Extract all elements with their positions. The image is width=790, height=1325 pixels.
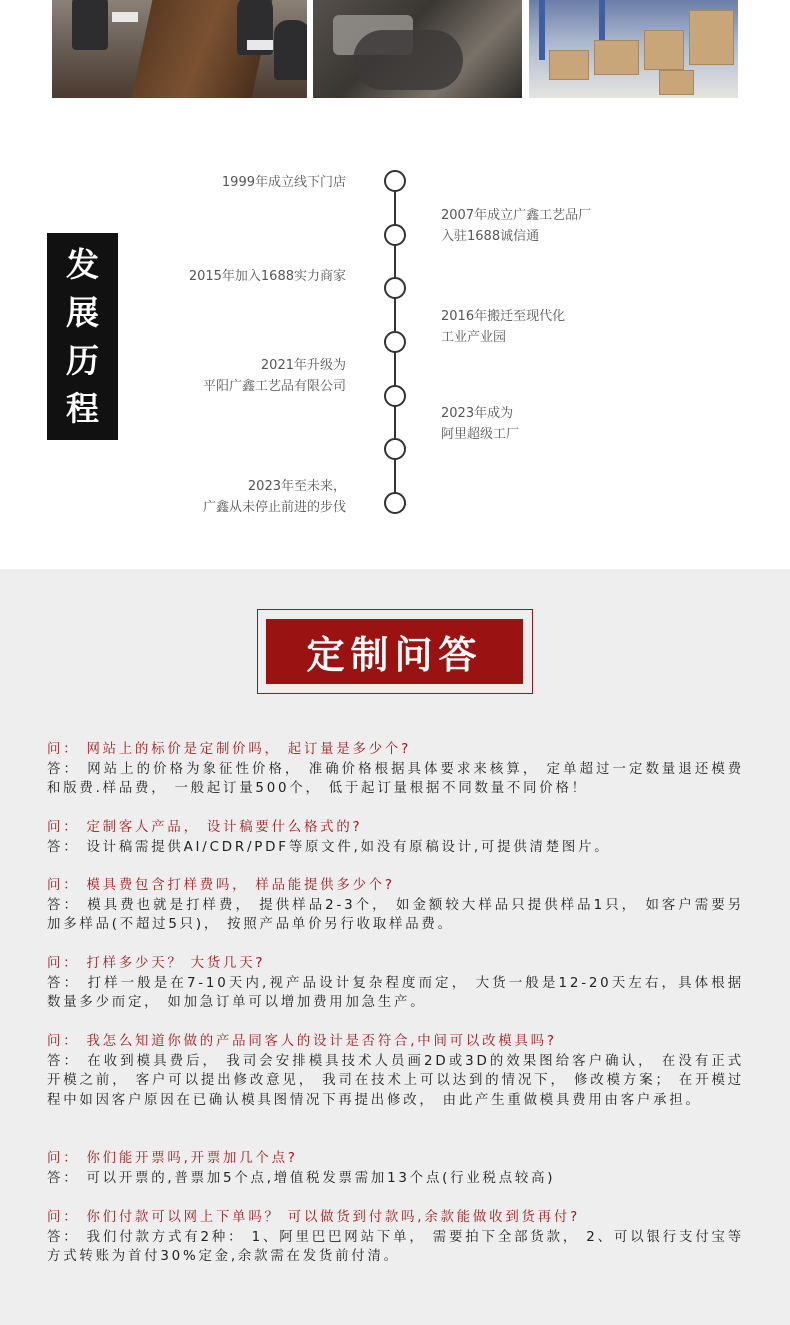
faq-item	[47, 740, 744, 799]
cardboard-box	[549, 50, 589, 80]
hand-shape	[353, 30, 463, 90]
timeline-event	[189, 266, 346, 287]
person-figure	[274, 20, 307, 80]
timeline-node	[384, 385, 406, 407]
timeline-event	[203, 355, 346, 397]
timeline-event-line: 平阳广鑫工艺品有限公司	[202, 379, 346, 394]
paper-sheet	[247, 40, 273, 50]
faq-answer: 答： 打样一般是在7-10天内,视产品设计复杂程度而定， 大货一般是12-20天左右，具体根据数量多少而定， 如加急订单可以增加费用加急生产。	[47, 975, 744, 1010]
timeline-event-line: 工业产业园	[441, 330, 507, 345]
faq-item	[47, 1208, 744, 1267]
history-title-char: 发	[66, 244, 99, 284]
timeline-event-line: 2007年成立广鑫工艺品厂	[441, 208, 592, 223]
faq-item	[47, 954, 744, 1013]
faq-answer: 答： 设计稿需提供AI/CDR/PDF等原文件,如没有原稿设计,可提供清楚图片。	[47, 839, 611, 855]
faq-item	[47, 818, 744, 857]
timeline-event-line: 2021年升级为	[260, 358, 346, 373]
cardboard-box	[659, 70, 694, 95]
faq-answer: 答： 我们付款方式有2种： 1、阿里巴巴网站下单， 需要拍下全部货款， 2、可以银行支付宝等方式转账为首付30%定金,余款需在发货前付清。	[47, 1229, 744, 1264]
faq-question: 问： 你们能开票吗,开票加几个点?	[47, 1151, 298, 1166]
timeline-node	[384, 492, 406, 514]
workshop-hands-photo	[313, 0, 522, 98]
faq-item	[47, 1032, 744, 1110]
timeline-node	[384, 224, 406, 246]
cardboard-box	[644, 30, 684, 70]
faq-title: 定制问答	[266, 619, 523, 684]
paper-sheet	[112, 12, 138, 22]
history-title-char: 程	[66, 388, 99, 428]
timeline-event-line: 1999年成立线下门店	[221, 175, 346, 190]
timeline-event	[441, 306, 565, 348]
timeline-event-line: 2023年成为	[441, 406, 514, 421]
timeline-event-line: 2023年至未来，	[247, 479, 346, 494]
timeline-event	[222, 172, 346, 193]
history-title-char: 展	[66, 292, 99, 332]
shelf-rack	[539, 0, 545, 60]
faq-item	[47, 876, 744, 935]
person-figure	[72, 0, 108, 50]
faq-item	[47, 1149, 744, 1188]
faq-question: 问： 打样多少天？ 大货几天?	[47, 956, 266, 971]
timeline-event	[203, 476, 346, 518]
timeline-event-line: 阿里超级工厂	[441, 427, 520, 442]
history-title-char: 历	[66, 340, 99, 380]
meeting-room-photo	[52, 0, 307, 98]
timeline-event	[441, 403, 519, 445]
faq-question: 问： 我怎么知道你做的产品同客人的设计是否符合,中间可以改模具吗?	[47, 1034, 557, 1049]
faq-answer: 答： 模具费也就是打样费， 提供样品2-3个， 如金额较大样品只提供样品1只， 如客户需要另加多样品(不超过5只)， 按照产品单价另行收取样品费。	[47, 897, 744, 932]
faq-answer: 答： 网站上的价格为象征性价格， 准确价格根据具体要求来核算， 定单超过一定数量退还模费和版费.样品费， 一般起订量500个， 低于起订量根据不同数量不同价格！	[47, 761, 744, 796]
faq-answer: 答： 可以开票的,普票加5个点,增值税发票需加13个点(行业税点较高)	[47, 1170, 556, 1186]
timeline-event-line: 广鑫从未停止前进的步伐	[202, 500, 346, 515]
timeline-node	[384, 438, 406, 460]
faq-question: 问： 模具费包含打样费吗， 样品能提供多少个?	[47, 878, 395, 893]
timeline-node	[384, 331, 406, 353]
faq-question: 问： 定制客人产品， 设计稿要什么格式的?	[47, 820, 363, 835]
faq-question: 问： 网站上的标价是定制价吗， 起订量是多少个?	[47, 742, 412, 757]
cardboard-box	[594, 40, 639, 75]
cardboard-box	[689, 10, 734, 65]
timeline-event	[441, 205, 591, 247]
timeline-event-line: 入驻1688诚信通	[441, 229, 540, 244]
faq-question: 问： 你们付款可以网上下单吗？ 可以做货到付款吗,余款能做收到货再付?	[47, 1210, 580, 1225]
timeline-event-line: 2015年加入1688实力商家	[188, 269, 346, 284]
history-title	[47, 233, 118, 440]
warehouse-boxes-photo	[529, 0, 738, 98]
timeline-node	[384, 277, 406, 299]
faq-answer: 答： 在收到模具费后， 我司会安排模具技术人员画2D或3D的效果图给客户确认， 在没有正式开模之前， 客户可以提出修改意见， 我司在技术上可以达到的情况下， 修改模方案； 在开模过程中如因客户原因在已确认模具图情况下再提出修改， 由此产生重做模具费用由客户承担。	[47, 1053, 744, 1108]
timeline-node	[384, 170, 406, 192]
timeline-event-line: 2016年搬迁至现代化	[441, 309, 566, 324]
